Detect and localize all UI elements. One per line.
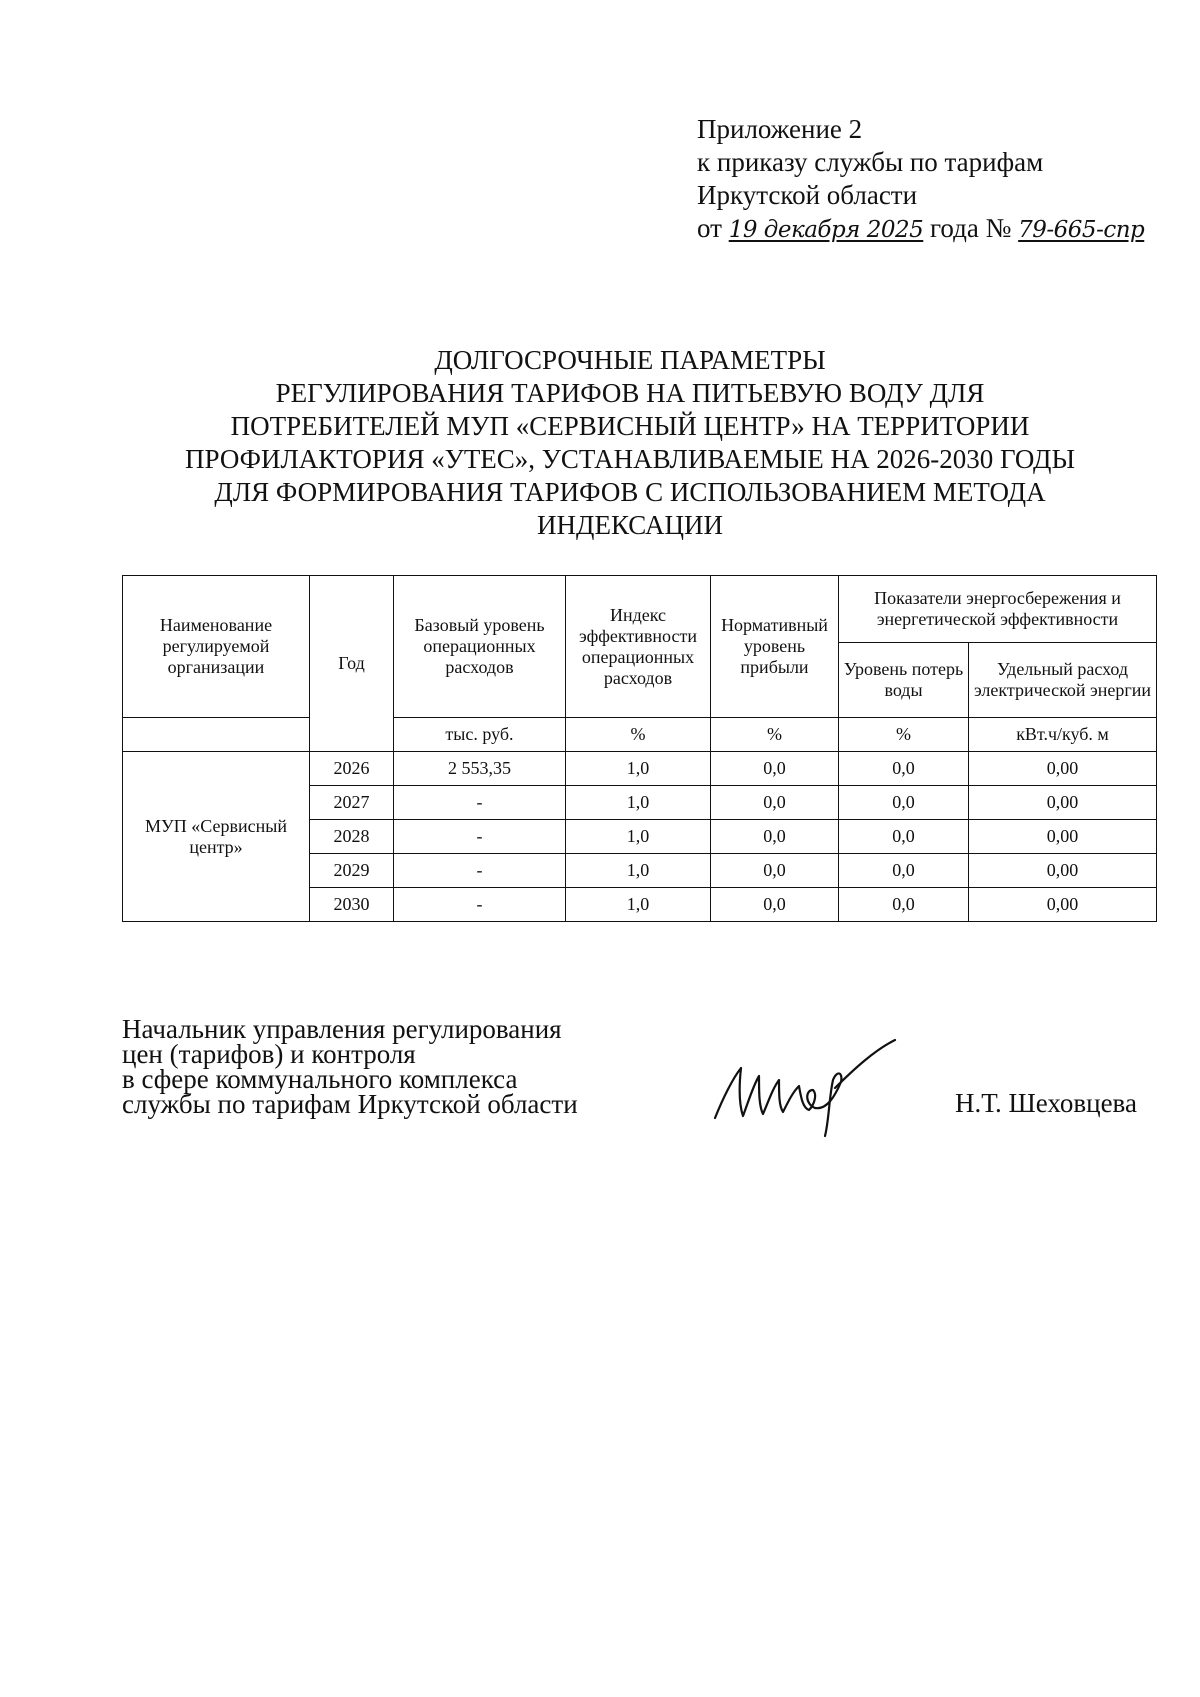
unit-power: кВт.ч/куб. м [969, 718, 1157, 752]
header-index: Индекс эффективности операционных расходов [566, 576, 711, 718]
appendix-line: к приказу службы по тарифам [697, 147, 1044, 177]
signer-role-line: цен (тарифов) и контроля [122, 1039, 416, 1069]
cell-base: - [394, 888, 566, 922]
cell-loss: 0,0 [839, 752, 969, 786]
signer-role-line: в сфере коммунального комплекса [122, 1064, 518, 1094]
header-org-blank [123, 718, 310, 752]
order-date: 19 декабря 2025 [728, 217, 924, 243]
cell-base: 2 553,35 [394, 752, 566, 786]
header-year: Год [310, 576, 394, 752]
cell-base: - [394, 786, 566, 820]
cell-index: 1,0 [566, 854, 711, 888]
cell-profit: 0,0 [711, 786, 839, 820]
title-line: ПРОФИЛАКТОРИЯ «УТЕС», УСТАНАВЛИВАЕМЫЕ НА 2026-2030 ГОДЫ [184, 444, 1076, 474]
title-line: ИНДЕКСАЦИИ [537, 510, 723, 540]
cell-index: 1,0 [566, 820, 711, 854]
appendix-date-line [697, 212, 1144, 247]
cell-year: 2028 [310, 820, 394, 854]
year-label: года № [930, 213, 1012, 243]
signer-role [122, 1014, 578, 1119]
from-label: от [697, 213, 722, 243]
unit-base: тыс. руб. [394, 718, 566, 752]
signer-role-line: службы по тарифам Иркутской области [122, 1089, 578, 1119]
appendix-header [697, 113, 1144, 247]
cell-year: 2029 [310, 854, 394, 888]
unit-profit: % [711, 718, 839, 752]
document-title [150, 344, 1110, 542]
cell-profit: 0,0 [711, 854, 839, 888]
org-name-cell: МУП «Сервисный центр» [123, 752, 310, 922]
appendix-line: Приложение 2 [697, 114, 863, 144]
unit-index: % [566, 718, 711, 752]
cell-year: 2027 [310, 786, 394, 820]
parameters-table [122, 575, 1157, 922]
header-energy-group: Показатели энергосбережения и энергетической эффективности [839, 576, 1157, 643]
cell-year: 2026 [310, 752, 394, 786]
title-line: ДЛЯ ФОРМИРОВАНИЯ ТАРИФОВ С ИСПОЛЬЗОВАНИЕМ МЕТОДА [214, 477, 1046, 507]
cell-loss: 0,0 [839, 786, 969, 820]
title-line: ПОТРЕБИТЕЛЕЙ МУП «СЕРВИСНЫЙ ЦЕНТР» НА ТЕРРИТОРИИ [230, 411, 1030, 441]
cell-power: 0,00 [969, 854, 1157, 888]
signer-name: Н.Т. Шеховцева [955, 1088, 1137, 1118]
cell-index: 1,0 [566, 786, 711, 820]
cell-power: 0,00 [969, 786, 1157, 820]
cell-base: - [394, 854, 566, 888]
header-profit: Нормативный уровень прибыли [711, 576, 839, 718]
header-base: Базовый уровень операционных расходов [394, 576, 566, 718]
cell-index: 1,0 [566, 752, 711, 786]
cell-profit: 0,0 [711, 820, 839, 854]
cell-loss: 0,0 [839, 888, 969, 922]
signer-role-line: Начальник управления регулирования [122, 1014, 562, 1044]
header-loss: Уровень потерь воды [839, 643, 969, 718]
cell-loss: 0,0 [839, 820, 969, 854]
cell-profit: 0,0 [711, 888, 839, 922]
appendix-line: Иркутской области [697, 180, 918, 210]
cell-base: - [394, 820, 566, 854]
cell-year: 2030 [310, 888, 394, 922]
cell-loss: 0,0 [839, 854, 969, 888]
unit-loss: % [839, 718, 969, 752]
title-line: РЕГУЛИРОВАНИЯ ТАРИФОВ НА ПИТЬЕВУЮ ВОДУ ДЛЯ [275, 378, 985, 408]
cell-power: 0,00 [969, 820, 1157, 854]
title-line: ДОЛГОСРОЧНЫЕ ПАРАМЕТРЫ [434, 345, 826, 375]
header-power: Удельный расход электрической энергии [969, 643, 1157, 718]
cell-power: 0,00 [969, 888, 1157, 922]
cell-power: 0,00 [969, 752, 1157, 786]
cell-index: 1,0 [566, 888, 711, 922]
cell-profit: 0,0 [711, 752, 839, 786]
table-row [123, 752, 1157, 786]
handwritten-signature [705, 1038, 935, 1138]
header-org: Наименование регулируемой организации [123, 576, 310, 718]
order-number: 79-665-спр [1018, 217, 1145, 243]
